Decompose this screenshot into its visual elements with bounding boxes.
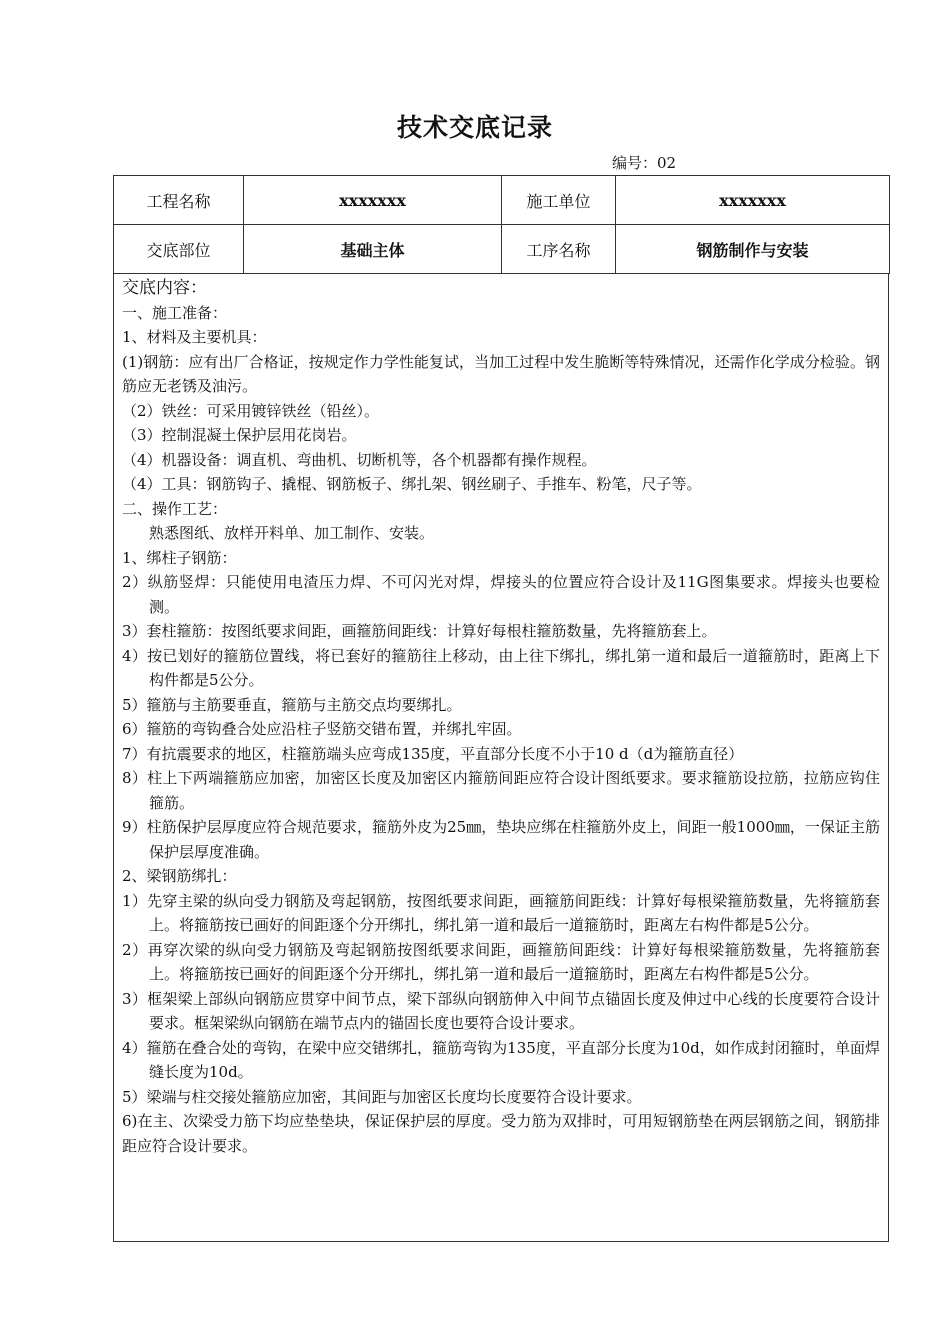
document-number: 编号：02 [612,154,677,172]
list-item: （4）工具：钢筋钩子、撬棍、钢筋板子、绑扎架、钢丝刷子、手推车、粉笔，尺子等。 [122,475,702,493]
process-value: 钢筋制作与安装 [616,225,890,274]
contractor-label: 施工单位 [502,176,616,225]
header-table [113,175,890,274]
list-item: 1）先穿主梁的纵向受力钢筋及弯起钢筋，按图纸要求间距，画箍筋间距线：计算好每根梁箍筋数量，先将箍筋套上。将箍筋按已画好的间距逐个分开绑扎，绑扎第一道和最后一道箍筋时，距离左右构件都是5公分。 [122,891,880,934]
table-row [114,176,890,225]
list-item: (1)钢筋：应有出厂合格证，按规定作力学性能复试，当加工过程中发生脆断等特殊情况，还需作化学成分检验。钢筋应无老锈及油污。 [122,352,880,395]
content-box [113,274,889,1242]
section-heading: 一、施工准备： [122,303,228,322]
list-item: （4）机器设备：调直机、弯曲机、切断机等，各个机器都有操作规程。 [122,450,597,469]
list-item: 3）框架梁上部纵向钢筋应贯穿中间节点，梁下部纵向钢筋伸入中间节点锚固长度及伸过中心线的长度要符合设计要求。框架梁纵向钢筋在端节点内的锚固长度也要符合设计要求。 [122,989,880,1032]
list-item: 5）箍筋与主筋要垂直，箍筋与主筋交点均要绑扎。 [122,695,462,714]
page-title: 技术交底记录 [396,113,553,142]
contractor-value: xxxxxxx [616,176,890,225]
list-item: 4）按已划好的箍筋位置线，将已套好的箍筋往上移动，由上往下绑扎，绑扎第一道和最后一道箍筋时，距离上下构件都是5公分。 [122,646,880,689]
project-name-value: xxxxxxx [244,176,502,225]
location-value: 基础主体 [244,225,502,274]
subsection-heading: 2、梁钢筋绑扎： [122,867,237,885]
list-item: 4）箍筋在叠合处的弯钩，在梁中应交错绑扎，箍筋弯钩为135度，平直部分长度为10d，如作成封闭箍时，单面焊缝长度为10d。 [122,1038,880,1081]
list-item: （3）控制混凝土保护层用花岗岩。 [122,426,357,444]
list-item: 8）柱上下两端箍筋应加密，加密区长度及加密区内箍筋间距应符合设计图纸要求。要求箍筋设拉筋，拉筋应钩住箍筋。 [122,769,880,812]
section-heading: 二、操作工艺： [122,499,228,518]
list-item: 3）套柱箍筋：按图纸要求间距，画箍筋间距线：计算好每根柱箍筋数量，先将箍筋套上。 [122,622,717,640]
process-label: 工序名称 [502,225,616,274]
list-item: 2）纵筋竖焊：只能使用电渣压力焊、不可闪光对焊，焊接头的位置应符合设计及11G图集要求。焊接头也要检测。 [122,573,880,616]
list-item: （2）铁丝：可采用镀锌铁丝（铅丝）。 [122,401,380,420]
content-heading: 交底内容： [122,278,207,298]
list-item: 7）有抗震要求的地区，柱箍筋端头应弯成135度，平直部分长度不小于10 d（d为箍筋直径） [122,744,744,763]
subsection-heading: 1、绑柱子钢筋： [122,548,237,567]
list-item: 6)在主、次梁受力筋下均应垫垫块，保证保护层的厚度。受力筋为双排时，可用短钢筋垫在两层钢筋之间，钢筋排距应符合设计要求。 [122,1112,880,1155]
list-item: 5）梁端与柱交接处箍筋应加密，其间距与加密区长度均长度要符合设计要求。 [122,1087,642,1106]
location-label: 交底部位 [114,225,244,274]
table-row [114,225,890,274]
list-item: 9）柱筋保护层厚度应符合规范要求，箍筋外皮为25㎜，垫块应绑在柱箍筋外皮上，间距一般1000㎜，一保证主筋保护层厚度准确。 [122,818,880,861]
project-name-label: 工程名称 [114,176,244,225]
list-item: 6）箍筋的弯钩叠合处应沿柱子竖筋交错布置，并绑扎牢固。 [122,720,522,738]
list-item: 2）再穿次梁的纵向受力钢筋及弯起钢筋按图纸要求间距，画箍筋间距线：计算好每根梁箍筋数量，先将箍筋套上。将箍筋按已画好的间距逐个分开绑扎，绑扎第一道和最后一道箍筋时，距离左右构件都是5公分。 [122,940,880,983]
list-item: 熟悉图纸、放样开料单、加工制作、安装。 [149,524,435,542]
subsection-heading: 1、材料及主要机具： [122,328,267,346]
